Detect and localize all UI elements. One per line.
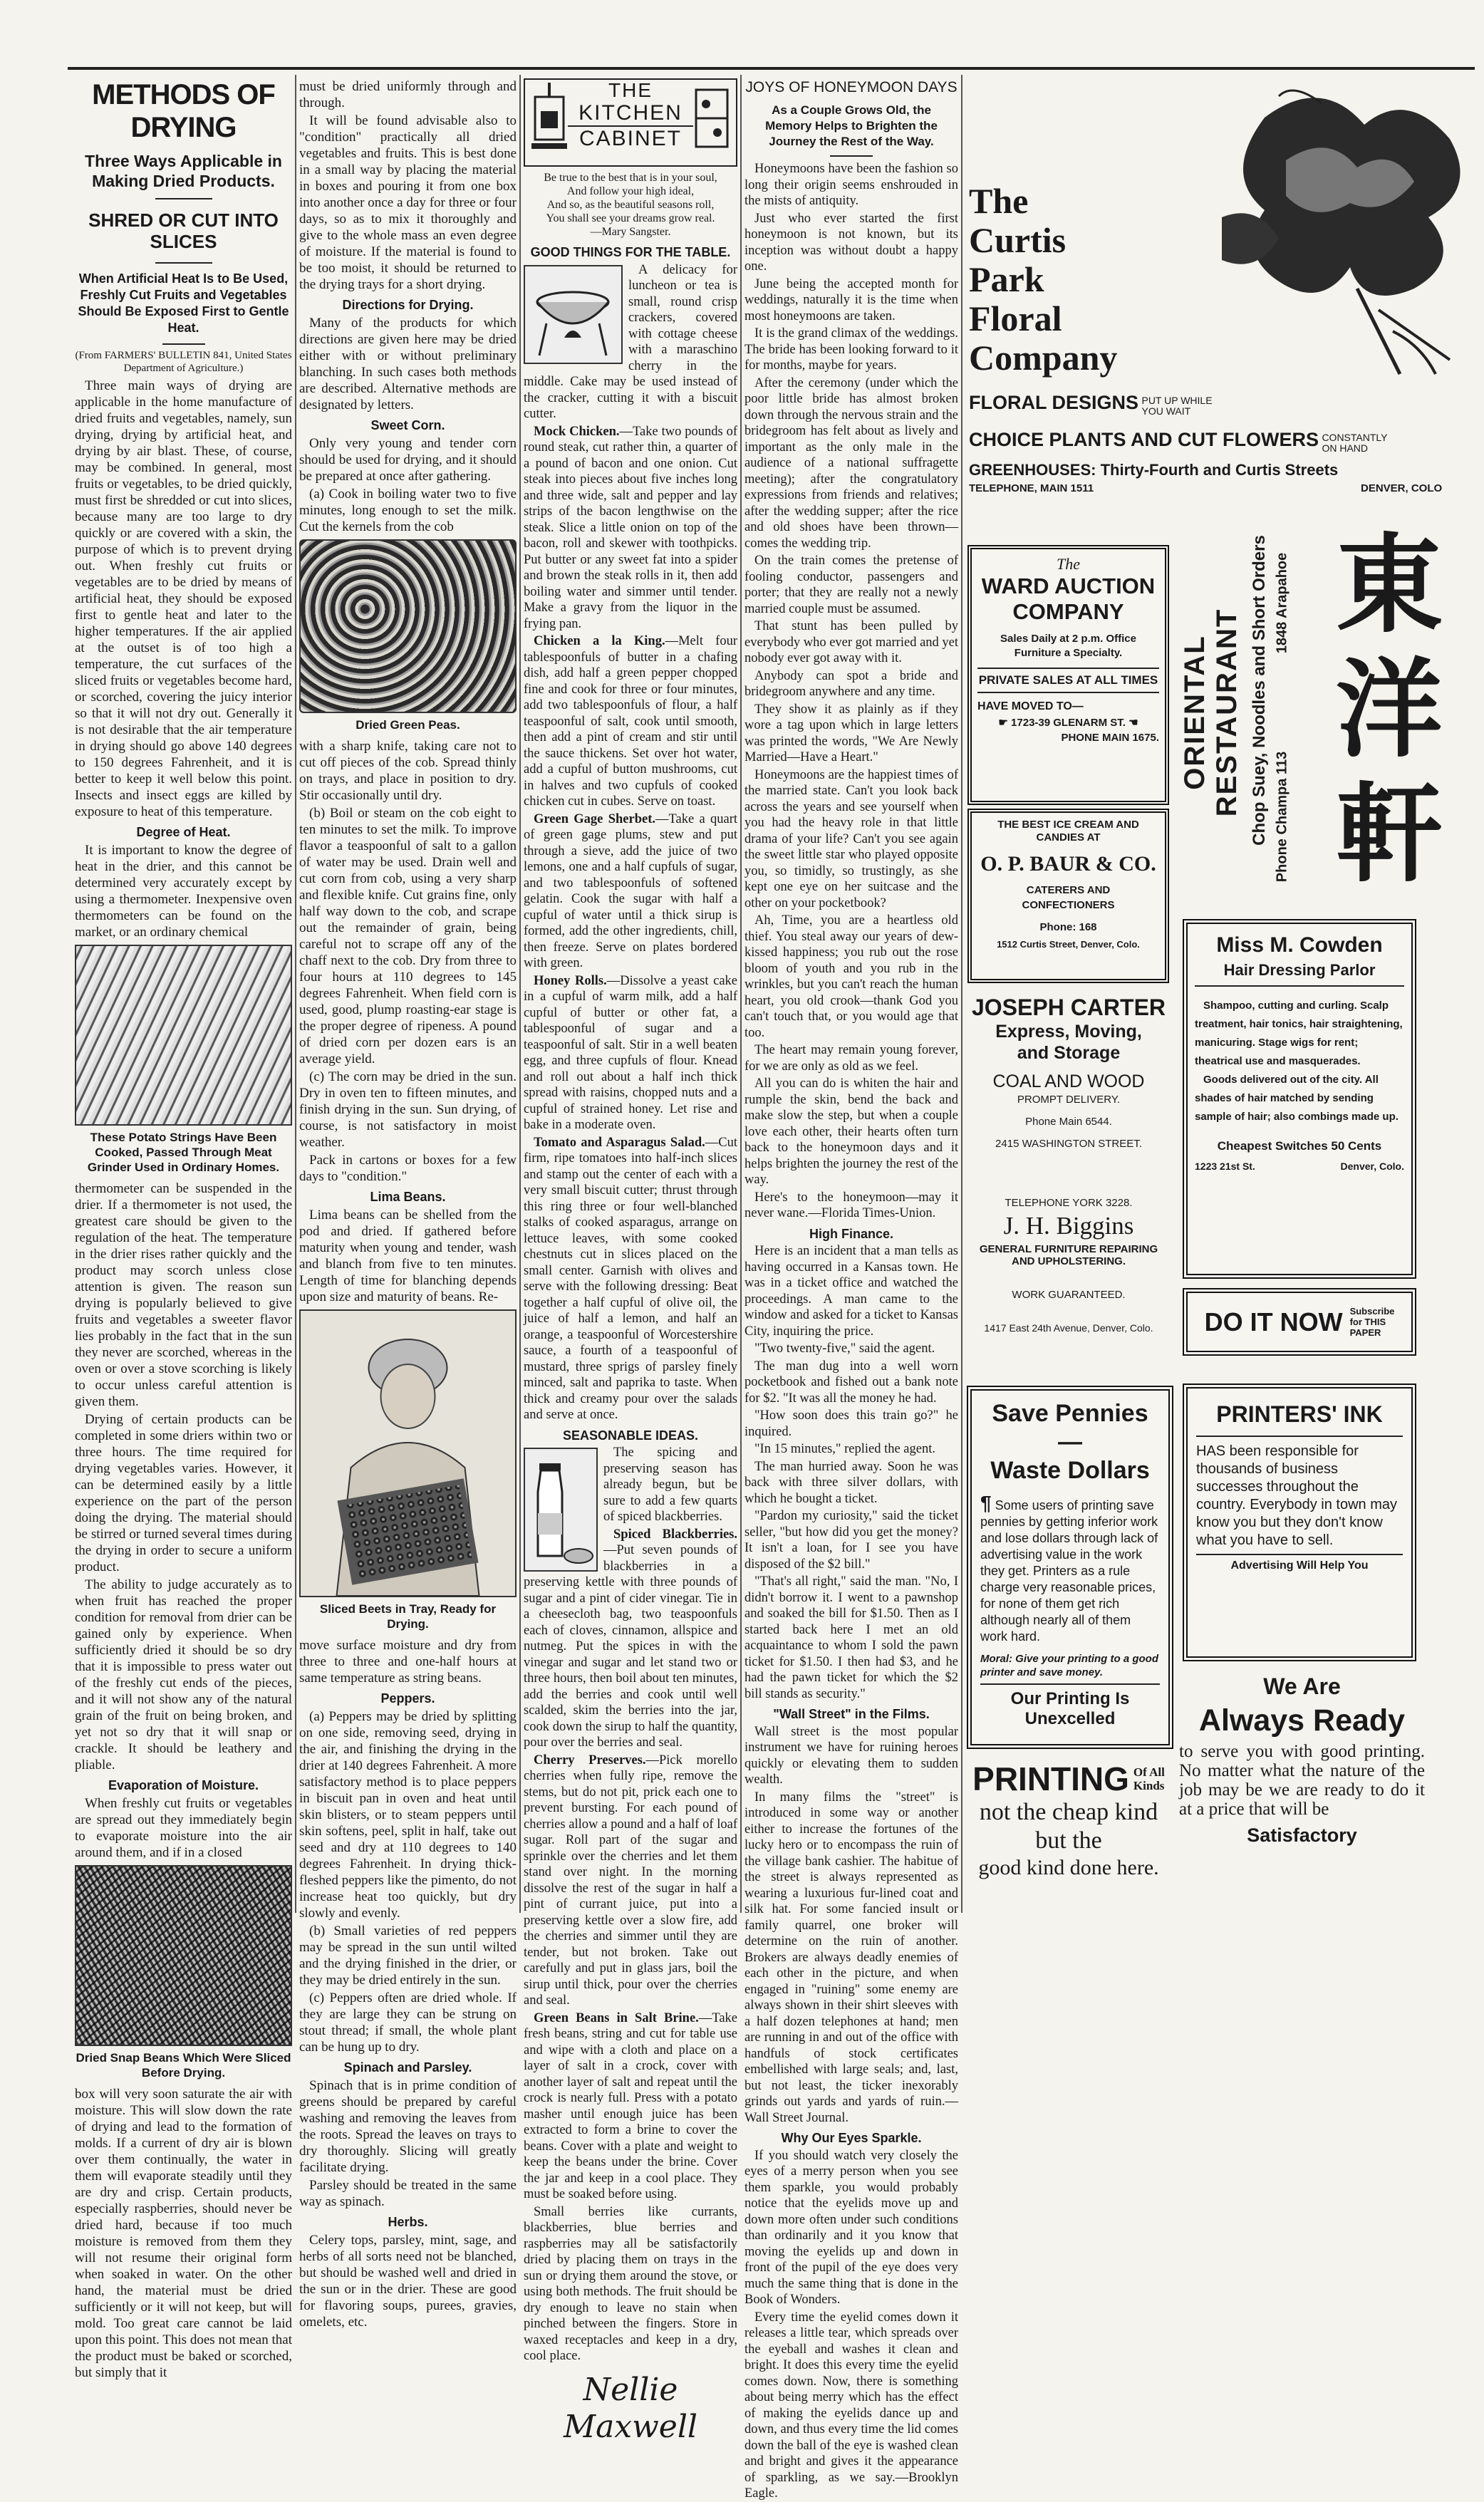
paragraph: thermometer can be suspended in the drier. If a thermometer is not used, the greatest care should be given to the regulation of the heat. The temperature in the drier rises rather quickly and the product may scorch unless close attention is given. The reason sun drying is popularly believed to give fruits and vegetables a sweeter flavor lies probably in the fact that in the sun they never are scorched, whereas in the oven or over a stove scorching is likely to occur unless careful attention is given them. [75,1181,292,1409]
carter-coal: COAL AND WOOD [992,1071,1145,1091]
subhead: Sweet Corn. [370,418,445,432]
ward-sales: Sales Daily at 2 p.m. Office Furniture a Specialty. [1000,633,1136,659]
paragraph: (c) The corn may be dried in the sun. Dry in oven ten to fifteen minutes, and finish drying in the sun. Sun drying, of course, is not satisfactory in moist weather. [299,1069,517,1150]
printing-top-line [962,1760,1176,1798]
curtis-city: DENVER, COLO [1361,482,1443,494]
paragraph: It is the grand climax of the weddings. The bride has been looking forward to it for months, maybe for years. [744,326,958,373]
biggins-line2: AND UPHOLSTERING. [1011,1255,1126,1267]
curtis-telephone: TELEPHONE, MAIN 1511 [969,482,1094,494]
paragraph: They show it as plainly as if they wore a tag upon which in large letters was printed the words, "We Are Newly Married—Have a Heart." [744,702,958,764]
baur-address: 1512 Curtis Street, Denver, Colo. [997,939,1140,950]
ad-miss-cowden [1183,919,1416,1279]
article-methods-of-drying [75,78,292,2380]
stove-icon [528,83,571,161]
credit: (From FARMERS' BULLETIN 841, United States Department of Agriculture.) [75,350,292,374]
curtis-greenhouses: GREENHOUSES: Thirty-Fourth and Curtis Streets [969,461,1339,479]
recipe-body: —Dissolve a yeast cake in a cupful of warm milk, add a half cupful of butter or other fat, a tablespoonful of sugar and a teaspoonful of salt. Stir in a well beaten egg, and three cupfuls of flour. Knead and roll out about a half inch thick spread with raisins, chopped nuts and a cupful of strained honey. Let rise and bake in a moderate oven. [524,973,738,1132]
subhead: Evaporation of Moisture. [108,1778,259,1792]
paragraph: "That's all right," said the man. "No, I didn't borrow it. I went to a pawnshop and soaked the bill for $1.50. Then as I started back here I met an old acquaintance to whom I sold the pawn ticket for $1.50. I then had $3, and he had the pawn ticket for which the $2 bill stands as security." [744,1574,958,1701]
paragraph: box will very soon saturate the air with moisture. This will slow down the rate of drying and lead to the formation of molds. If a current of dry air is blown over them continually, the water in them will evaporate steadily until they are dry and crisp. Certain products, especially raspberries, should never be dried hard, because if too much moisture is removed from them they will not resume their original form when soaked in water. On the other hand, the material must be dried sufficiently or it will not keep, but will mold. Too great care cannot be laid upon this point. This does not mean that the product must be baked or scorched, but simply that it [75,2087,292,2380]
ready-footer: Satisfactory [1247,1824,1357,1846]
pennies-footer2: Unexcelled [1024,1709,1116,1728]
green-peas-photo [299,539,517,713]
paragraph: Celery tops, parsley, mint, sage, and herbs of all sorts need not be blanched, but should be washed well and dried in the sun or in the drier. These are good for flavoring soups, purees, gravies, omelets, etc. [299,2233,517,2330]
paragraph: Wall street is the most popular instrument we have for ruining heroes quickly or elevating them to sudden wealth. [744,1724,958,1787]
pennies-footer1: Our Printing Is [1010,1689,1130,1708]
divider [980,1683,1160,1685]
subhead: High Finance. [809,1226,893,1241]
paragraph: "Two twenty-five," said the agent. [754,1341,935,1356]
woman-illustration [301,1311,515,1596]
paragraph: Here's to the honeymoon—may it never wane.—Florida Times-Union. [744,1190,958,1220]
carter-address: 2415 WASHINGTON STREET. [995,1138,1142,1150]
paragraph: (a) Cook in boiling water two to five minutes, long enough to set the milk. Cut the kernels from the cob [299,487,517,534]
caption: These Potato Strings Have Been Cooked, Passed Through Meat Grinder Used in Ordinary Homes. [87,1131,280,1174]
doitnow-small3: PAPER [1349,1327,1381,1338]
curtis-designs-note: PUT UP WHILE YOU WAIT [1141,394,1213,417]
paragraph [524,633,737,810]
ready-line1: We Are [1263,1673,1341,1699]
recipe-title: Green Beans in Salt Brine. [534,2010,699,2025]
subhead: "Wall Street" in the Films. [773,1707,930,1721]
paragraph: "How soon does this train go?" he inquired. [744,1408,958,1439]
cowden-body: Shampoo, cutting and curling. Scalp treatment, hair tonics, hair straightening, manicuring. Stage wigs for rent; theatrical use and masquerades. [1195,1000,1403,1067]
paragraph [524,424,737,633]
paragraph: Here is an incident that a man tells as having occurred in a Kansas town. He was in a ticket office and watched the proceedings. A man came to the window and asked for a ticket to Kansas City, inquiring the price. [744,1244,958,1339]
subhead: GOOD THINGS FOR THE TABLE. [530,245,731,259]
ward-moved: HAVE MOVED TO— [977,700,1084,712]
cowden-switches: Cheapest Switches 50 Cents [1217,1139,1382,1153]
baur-phone: Phone: 168 [1039,921,1097,933]
doitnow-small1: Subscribe [1349,1306,1395,1317]
ad-curtis-park-floral [965,75,1478,502]
paragraph: Spinach that is in prime condition of greens should be prepared by careful washing and removing the leaves from the roots. Spread the leaves on trays to dry thoroughly. Slicing will greatly facilitate drying. [299,2078,517,2175]
paragraph: Three main ways of drying are applicable in the home manufacture of dried fruits and vegetables, namely, sun drying, drying by artificial heat, and drying by air blast. These, of course, may be combined. In general, most fruits or vegetables, to be dried quickly, must first be shredded or cut into slices, because many are too large to dry quickly or are covered with a skin, the purpose of which is to prevent drying out. When freshly cut fruits or vegetables are to be dried by means of artificial heat, they should be exposed first to gentle heat and later to the higher temperatures. If the air applied at the outset is of too high a temperature, the cut surfaces of the sliced fruits or vegetables become hard, or scorched, covering the juicy interior so that it will not dry out. Generally it is not desirable that the air temperature in drying should go above 140 degrees to 150 degrees Fahrenheit, and it is better to keep it well below this point. Insects and insect eggs are killed by exposure to heat of this temperature. [75,378,292,819]
paragraph: with a sharp knife, taking care not to cut off pieces of the cob. Spread thinly on trays, and place in position to dry. Stir occasionally until dry. [299,739,517,803]
baur-caterers: CATERERS AND [1026,884,1111,896]
oriental-chinese: 東洋軒 [1335,524,1443,897]
deck: When Artificial Heat Is to Be Used, Freshly Cut Fruits and Vegetables Should Be Exposed First to Gentle Heat. [78,271,289,335]
article-kitchen-cabinet [524,78,738,2445]
biggins-guaranteed: WORK GUARANTEED. [1012,1289,1126,1301]
jar-icon [525,1449,596,1570]
paragraph: On the train comes the pretense of fooling conductor, passengers and porter; that they are really not a newly married couple must be assumed. [744,554,958,616]
paragraph: must be dried uniformly through and through. [299,79,517,110]
cowden-address: 1223 21st St. [1195,1161,1255,1172]
baur-line1: THE BEST ICE CREAM AND CANDIES AT [997,819,1139,843]
paragraph: That stunt has been pulled by everybody who ever got married and yet nobody ever got away with it. [744,619,959,665]
paragraph: After the ceremony (under which the poor little bride has almost broken down through the nervous strain and the bridegroom has felt about as lively and important as the only male in the audience of a national suffragette meeting); after the congratulatory expressions from friends and relatives; after the wedding supper; after the rice and old shoes have been thrown—comes the wedding trip. [744,375,958,551]
divider [1195,985,1404,987]
pennies-line1: Save Pennies— [992,1400,1148,1455]
divider [830,155,873,157]
paragraph: Many of the products for which directions are given here may be dried either with or without preliminary blanching. In such cases both methods are described. Alternative methods are designated by letters. [299,316,517,412]
column-rule [961,75,962,1913]
headline: JOYS OF HONEYMOON DAYS [745,79,958,95]
paragraph: Anybody can spot a bride and bridegroom anywhere and any time. [744,668,958,699]
column-rule [740,75,742,1913]
ward-address: 1723-39 GLENARM ST. [1011,717,1126,729]
divider [1196,1436,1403,1437]
hand-pointer-icon: ☚ [1128,717,1138,729]
woman-with-beet-tray-photo [299,1309,517,1597]
paragraph: "In 15 minutes," replied the agent. [754,1442,935,1456]
paragraph: Pack in cartons or boxes for a few days to "condition." [299,1153,517,1184]
paragraph: If you should watch very closely the eyes of a merry person when you see them sparkle, you would probably notice that the eyelids move up and down more often under such conditions than ordinarily and it you know that moving the eyelids up and down in front of the pupil of the eye does very much the same thing that is done in the Book of Wonders. [744,2148,958,2307]
printing-kinds-text: Kinds [1133,1779,1165,1792]
paragraph: A delicacy for luncheon or tea is small, round crisp crackers, covered with cottage cheese with a maraschino cherry in the middle. Cake may be used instead of the cracker, cutting it with a biscuit cutter. [524,262,737,421]
chafing-dish-illustration [524,265,623,364]
cowden-body2: Goods delivered out of the city. All shades of hair matched by sending sample of hair; also combings made up. [1195,1074,1399,1123]
ad-oriental-restaurant [1179,524,1475,908]
ad-do-it-now [1183,1288,1416,1356]
cowden-parlor: Hair Dressing Parlor [1223,961,1376,979]
chafing-dish-icon [525,266,621,363]
subhead: Peppers. [380,1691,435,1706]
divider [155,198,212,199]
pennies-body [980,1492,1160,1645]
cowden-address-line [1195,1161,1404,1172]
snap-beans-photo [75,1865,292,2046]
oriental-phone: Phone Champa 113 [1274,751,1290,883]
printing-line2: not the cheap kind [979,1799,1158,1825]
paragraph: (b) Small varieties of red peppers may be spread in the sun until wilted and the drying finished in the drier, or they may be dried entirely in the sun. [299,1924,517,1988]
paragraph [524,1135,737,1423]
subhead: Lima Beans. [370,1190,446,1204]
subhead: SEASONABLE IDEAS. [562,1428,699,1443]
curtis-floral-designs-line [969,392,1425,417]
divider [162,343,205,345]
subhead: Degree of Heat. [136,825,231,839]
curtis-park: Park [969,259,1044,299]
hand-pointer-icon: ☛ [998,717,1008,729]
paragraph: Ah, Time, you are a heartless old thief. You steal away our years of dew-kissed happiness; you rub out the rose bloom of youth and you rub in the wrinkles, but you can't reach the human heart, you old crook—thank God you can't touch that, or you would age that too. [744,913,958,1040]
paragraph: Just who ever started the first honeymoon is not known, but its inception was without doubt a happy one. [744,211,958,274]
kitchen-cabinet-masthead [524,78,737,167]
paragraph: When freshly cut fruits or vegetables are spread out they immediately begin to evaporate moisture into the air around them, and if in a closed [75,1796,292,1860]
column-rule [519,75,521,1913]
printing-ofall-text: Of All [1133,1765,1165,1779]
recipe-body: —Melt four tablespoonfuls of butter in a chafing dish, add half a green pepper chopped fine and cook for three or four minutes, add two tablespoonfuls of flour, a half teaspoonful of salt, cook until smooth, then add a pint of cream and stir until the sauce thickens. Set over hot water, add a cupful of button mushrooms, cut in halves and two cupfuls of cooked chicken cut in cubes. Serve on toast. [524,634,738,809]
pilcrow-icon: ¶ [980,1492,992,1514]
paragraph [524,811,737,972]
biggins-address: 1417 East 24th Avenue, Denver, Colo. [984,1322,1153,1334]
paragraph: Every time the eyelid comes down it releases a little tear, which spreads over the eyeball and washes it clean and bright. It does this every time the eyelid comes down. Now, there is something about being merry which has the effect of making the eyelids dance up and down, and thus every time the lid comes down the ball of the eye is washed clean and bright and gives it the appearance of sparkling, as we say.—Brooklyn Eagle. [744,2310,958,2501]
paragraph: Honeymoons are the happiest times of the married state. Can't you look back across the years and see yourself when you had the heavy role in that little drama of your life? Can't you see again the sweet little star who played opposite you, so timidly, so trustingly, as she kept one eye on her suitcase and the other on your pocketbook? [744,767,958,910]
curtis-plants-note: CONSTANTLY ON HAND [1322,431,1388,454]
printing-line3: but the [1035,1827,1102,1854]
recipe-title: Honey Rolls. [534,973,607,988]
oriental-name: ORIENTAL RESTAURANT [1179,608,1242,817]
signature: Nellie Maxwell [564,2371,697,2445]
ad-ward-auction [967,545,1169,805]
biggins-name: J. H. Biggins [1003,1212,1134,1240]
oriental-line2: Chop Suey, Noodles and Short Orders [1250,535,1269,846]
paragraph: move surface moisture and dry from three to three and one-half hours at same temperature as string beans. [299,1638,517,1686]
masthead-the: THE [608,79,653,101]
paragraph [524,2010,737,2203]
ink-footer: Advertising Will Help You [1230,1559,1369,1572]
ward-name2: COMPANY [1012,599,1124,624]
ad-always-ready [1179,1671,1425,1877]
divider [155,262,212,264]
paragraph: "Pardon my curiosity," said the ticket seller, "but how did you get the money? It isn't a loan, for I see you have disposed of the $2 bill." [744,1509,958,1572]
paragraph: All you can do is whiten the hair and rumple the skin, bend the back and make slow the step, but when a couple love each other, their hearts often turn back to the honeymoon days and it helps brighten the journey the rest of the way. [744,1076,958,1187]
carter-phone: Phone Main 6544. [1025,1116,1112,1128]
curtis-plants-line [969,429,1453,454]
subheadline: Three Ways Applicable in Making Dried Products. [85,152,282,190]
curtis-company: Company [969,338,1118,378]
section-head: SHRED OR CUT INTO SLICES [88,209,279,252]
recipe-title: Cherry Preserves. [534,1753,646,1768]
article-honeymoon [744,78,959,2501]
caption: Dried Green Peas. [356,718,460,732]
ward-address-line [977,716,1159,729]
paragraph: Drying of certain products can be completed in some driers within two or three hours. The time required for drying vegetables varies. However, it can be determined easily by a little experience on the part of the person doing the drying. The material should be stirred or turned several times during the drying in order to secure a uniform product. [75,1412,292,1574]
recipe-title: Mock Chicken. [534,424,620,439]
ward-phone: PHONE MAIN 1675. [1061,732,1159,744]
doitnow-main: DO IT NOW [1204,1307,1343,1336]
curtis-designs: FLORAL DESIGNS [969,392,1139,413]
oriental-address: 1848 Arapahoe [1274,552,1290,654]
paragraph: Honeymoons have been the fashion so long their origin seems enshrouded in the mists of antiquity. [744,162,958,208]
ad-printers-ink [1183,1384,1416,1661]
ink-title: PRINTERS' INK [1216,1401,1383,1427]
paragraph: (a) Peppers may be dried by splitting on one side, removing seed, drying in the air, and finishing the drying in the drier at 140 degrees Fahrenheit. A more satisfactory method is to place peppers in biscuit pan in oven and heat until skin blisters, or to steam peppers until skin softens, peel, split in half, take out seed and dry at 110 degrees to 140 degrees Fahrenheit. In drying thick-fleshed peppers like the pimento, do not increase heat too quickly, but dry slowly and evenly. [299,1709,517,1921]
recipe-body: —Take two pounds of round steak, cut rather thin, a quarter of a pound of bacon and one onion. Cut steak into pieces about five inches long and three wide, salt and pepper and lay strips of the bacon lengthwise on the steak. Slice a little onion on top of the bacon, roll and skewer with toothpicks. Put butter or any sweet fat into a spider and brown the steak rolls in it, then add boiling water and simmer until tender. Make a gravy from the liquor in the frying pan. [524,424,738,631]
caption: Sliced Beets in Tray, Ready for Drying. [319,1602,497,1631]
ward-private: PRIVATE SALES AT ALL TIMES [978,673,1158,687]
flower-illustration [1179,75,1478,381]
poem: Be true to the best that is in your soul, And follow your high ideal, And so, as the beautiful seasons roll, You shall see your dreams grow real. —Mary Sangster. [544,172,717,238]
ward-the: The [1057,555,1080,573]
carter-prompt: PROMPT DELIVERY. [1017,1094,1121,1106]
paragraph: The ability to judge accurately as to when fruit has reached the proper condition for removal from drier can be gained only by experience. When sufficiently dried it should be so dry that it is impossible to press water out of the freshly cut ends of the pieces, and it will not show any of the natural grain of the fruit on being broken, and yet not so dry that it will snap or crackle. It should be leathery and pliable. [75,1577,292,1772]
paragraph: It will be found advisable also to "condition" practically all dried vegetables and fruits. This is best done in a small way by placing the material in boxes and pouring it from one box into another once a day for three or four days, so as to mix it thoroughly and give to the whole mass an even degree of moisture. If the material is found to be too moist, it should be returned to the drying trays for a short drying. [299,113,517,292]
printing-big: PRINTING [972,1760,1129,1797]
doitnow-small2: for THIS [1349,1317,1386,1327]
ad-save-pennies [967,1386,1173,1749]
divider [977,668,1159,669]
baur-confectioners: CONFECTIONERS [1022,899,1115,911]
ready-line2: Always Ready [1198,1703,1406,1738]
biggins-line1: GENERAL FURNITURE REPAIRING [979,1243,1158,1255]
cabinet-icon [690,83,733,161]
printing-ofall [1133,1765,1165,1792]
recipe-title: Green Gage Sherbet. [534,811,655,826]
pennies-body-text: Some users of printing save pennies by getting inferior work and lose dollars through lack of advertising value in the work they get. Printers as a rule charge very reasonable prices, for none of them get rich although nearly all of them work hard. [980,1498,1158,1644]
recipe-body: —Put seven pounds of blackberries in a preserving kettle with three pounds of sugar and a pint of cider vinegar. Tie in a cheesecloth bag, two teaspoonfuls each of cloves, cinnamon, allspice and nutmeg. Put the spices in with the vinegar and sugar and let stand two or three hours, then boil about ten minutes, add the berries and cook until well scalded, skim the berries into the jar, cook down the sirup to half the quantity, pour over the berries and seal. [524,1543,737,1750]
ad-op-baur [967,809,1169,983]
pennies-moral [980,1652,1160,1679]
printing-line4: good kind done here. [978,1856,1159,1879]
top-rule [68,67,1475,70]
recipe-body: —Cut firm, ripe tomatoes into half-inch slices and stamp out the center of each with a very small biscuit cutter; thrust through this ring three or four well-blanched stalks of cooked asparagus, arrange on lettuce leaves, with some cooked chestnuts cut in slices placed on the small center. Garnish with olives and serve with the following dressing: Beat together a half cupful of olive oil, the juice of half a lemon, and half an orange, a teaspoonful of Worcestershire sauce, a fourth of a teaspoonful of mustard, three sprigs of parsley finely minced, salt and paprika to taste. When thick and creamy pour over the salads and serve at once. [524,1135,737,1422]
paragraph: (c) Peppers often are dried whole. If they are large they can be strung on stout thread; if small, the whole plant can be hung up to dry. [299,1990,517,2055]
paragraph [524,973,737,1133]
ad-jh-biggins [965,1197,1172,1375]
recipe-title: Chicken a la King. [534,634,665,648]
caption: Dried Snap Beans Which Were Sliced Before Drying. [76,2051,291,2080]
carter-line2: and Storage [1017,1043,1121,1063]
paragraph: The spicing and preserving season has already begun, but be sure to add a few quarts of spiced blackberries. [603,1445,737,1524]
preserves-jars-illustration [524,1448,598,1572]
article-continued [299,78,517,2330]
subhead: Directions for Drying. [342,298,474,312]
recipe-body: —Take fresh beans, string and cut for table use and wipe with a cloth and place on a layer of salt in a crock, cover with another layer of salt and repeat until the crock is nearly full. Press with a potato masher until enough juice has been extracted to form a brine to cover the beans. Cover with a plate and weight to keep the beans under the brine. Cover the jar and keep in a cool place. They must be soaked before using. [524,2010,737,2201]
doitnow-small [1350,1306,1395,1338]
pennies-line2: Waste Dollars [990,1457,1150,1484]
paragraph: (b) Boil or steam on the cob eight to ten minutes to set the milk. To improve flavor a teaspoonful of salt to a gallon of water may be used. Drain well and cut corn from cob, using a very sharp and flexible knife. Cut grains fine, only half way down to the cob, and scrape out the remainder of grain, being careful not to scrape off any of the chaff next to the cob. Dry from three to four hours at 110 degrees to 145 degrees Fahrenheit. When field corn is used, good, plump roasting-ear stage is the proper degree of ripeness. A pound of dried corn per dozen ears is an average yield. [299,806,517,1066]
curtis-the: The [969,181,1029,221]
deck: As a Couple Grows Old, the Memory Helps to Brighten the Journey the Rest of the Way. [765,103,938,148]
recipe-title: Tomato and Asparagus Salad. [534,1135,705,1150]
paragraph: Small berries like currants, blackberries, blue berries and raspberries may all be satisfactorily dried by placing them on trays in the sun or drying them around the stove, or using both methods. The fruit should be dry enough to leave no stain when pinched between the fingers. Store in waxed receptacles and keep in a dry, cool place. [524,2204,737,2363]
headline: METHODS OF DRYING [92,79,275,143]
recipe-title: Spiced Blackberries. [613,1527,737,1542]
paragraph: Only very young and tender corn should be used for drying, and it should be prepared at once after gathering. [299,436,517,484]
paragraph: Parsley should be treated in the same way as spinach. [299,2178,517,2209]
ward-name1: WARD AUCTION [981,573,1156,598]
curtis-floral: Floral [969,299,1062,338]
divider [977,692,1159,693]
paragraph: The man hurried away. Soon he was back with three silver dollars, with which he bought a ticket. [744,1459,958,1506]
masthead-kitchen: KITCHEN [578,101,683,125]
moral-label: Moral: [980,1653,1012,1665]
recipe-body: —Pick morello cherries when fully ripe, remove the stems, but do not pit, prick each one to prevent bursting. For each pound of cherries allow a pound and a half of loaf sugar. Roll part of the sugar and sprinkle over the cherries and let them stand over night. In the morning dissolve the rest of the sugar in half a pint of currant juice, put into a preserving kettle over a slow fire, add the cherries and simmer until they are tender, but not broken. Take out carefully and put in glass jars, boil the sirup until thick, pour over the cherries and seal. [524,1753,737,2008]
paragraph: June being the accepted month for weddings, naturally it is the time when most honeymoons are taken. [744,276,958,323]
paragraph: It is important to know the degree of heat in the drier, and this cannot be determined very accurately except by using a thermometer. Inexpensive oven thermometers can be found on the market, or an ordinary chemical [75,843,292,940]
curtis-name: Curtis [969,220,1067,260]
ad-joseph-carter [965,994,1172,1151]
curtis-plants: CHOICE PLANTS AND CUT FLOWERS [969,429,1319,450]
paragraph: The heart may remain young forever, for we are only as old as we feel. [744,1043,958,1074]
biggins-telephone: TELEPHONE YORK 3228. [1005,1197,1133,1209]
paragraph: Lima beans can be shelled from the pod and dried. If gathered before maturity when young and tender, wash and blanch from five to ten minutes. Length of time for blanching depends upon size and maturity of beans. Re- [299,1208,517,1304]
ready-body: to serve you with good printing. No matter what the nature of the job may be we are ready to do it at a price that will be [1179,1742,1425,1819]
subhead: Why Our Eyes Sparkle. [781,2131,922,2145]
carter-name: JOSEPH CARTER [971,995,1166,1020]
column-rule [295,75,296,1913]
cowden-city: Denver, Colo. [1340,1161,1404,1172]
baur-name: O. P. BAUR & CO. [980,852,1156,876]
paragraph [524,1753,737,2009]
recipe-body: —Take a quart of green gage plums, stew and put through a sieve, add the juice of two lemons, one and a half cupfuls of sugar, and two tablespoonfuls of softened gelatin. Cook the sugar with half a cupful of water until a thick sirup is formed, add the other ingredients, chill, then freeze. Serve on plates bordered with green. [524,811,737,970]
paragraph: In many films the "street" is introduced in some way or another either to increase the fortunes of the lucky hero or to encompass the ruin of the village bank cashier. The habitue of the street is always represented as wearing a luxurious fur-lined coat and silk hat. For some fancied insult or family quarrel, one broker will determine on the ruin of another. Brokers are always deadly enemies of each other in the picture, and when engaged in "ruining" some enemy are always shown in their shirt sleeves with a half dozen telephones at hand; men are running in and out of the office with handfuls of stock certificates embellished with large seals; and, last, but not least, the ticker inexorably grinds out yards and yards of ruin.—Wall Street Journal. [744,1790,958,2125]
ad-printing-good-kind [962,1760,1176,1902]
ink-body: HAS been responsible for thousands of business successes throughout the country. Everybody in town may know you but they don't know what you have to sell. [1196,1443,1397,1548]
moral-text: Give your printing to a good printer and save money. [980,1653,1159,1678]
subhead: Herbs. [388,2215,428,2229]
paragraph: The man dug into a well worn pocketbook and fished out a bank note for $2. "It was all the money he had. [744,1359,958,1406]
potato-strings-photo [75,945,292,1126]
subhead: Spinach and Parsley. [343,2060,472,2075]
cowden-name: Miss M. Cowden [1216,933,1383,957]
masthead-cabinet: CABINET [568,125,693,151]
divider [1196,1554,1403,1555]
carter-line1: Express, Moving, [995,1022,1142,1042]
